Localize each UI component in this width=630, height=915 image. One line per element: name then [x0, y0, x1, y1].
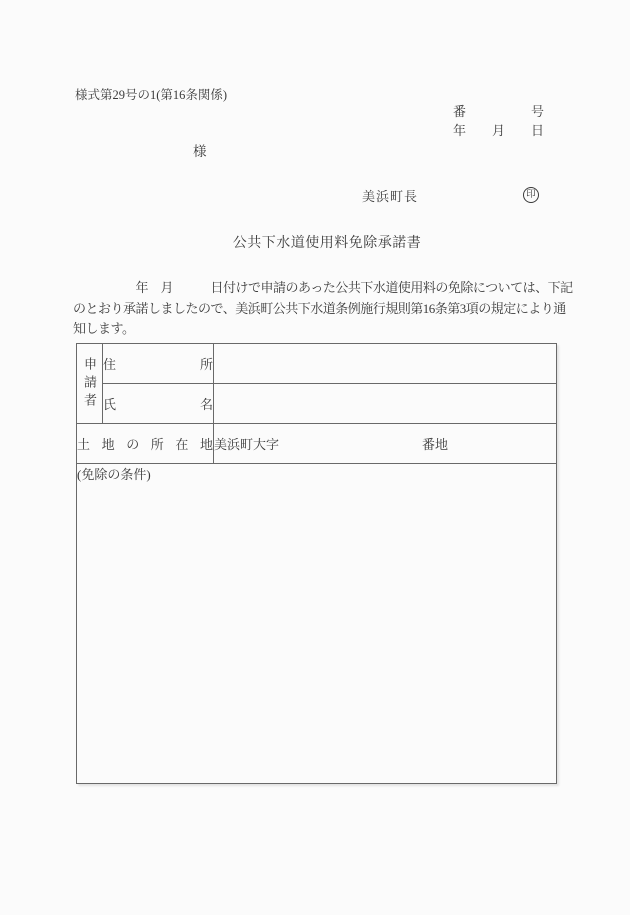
seal-icon: 印	[523, 187, 539, 203]
body-paragraph	[73, 278, 573, 340]
addressee-honorific: 様	[193, 144, 207, 159]
address-value-cell	[214, 344, 557, 384]
land-value-suffix: 番地	[422, 437, 449, 452]
address-label-cell: 住所	[103, 344, 214, 384]
name-label-cell: 氏名	[103, 384, 214, 424]
name-value-cell	[214, 384, 557, 424]
document-title: 公共下水道使用料免除承諾書	[232, 236, 422, 251]
sender-title: 美浜町長	[362, 189, 419, 204]
body-line: 知します。	[73, 321, 135, 336]
applicant-group-label: 申請者	[77, 344, 103, 424]
form-number: 様式第29号の1(第16条関係)	[75, 88, 228, 102]
applicant-table	[76, 343, 557, 784]
body-line: 年 月 日付けで申請のあった公共下水道使用料の免除については、下記	[73, 280, 573, 295]
document-number-line: 番 号	[453, 104, 545, 119]
body-line: のとおり承諾しましたので、美浜町公共下水道条例施行規則第16条第3項の規定により通	[73, 300, 566, 316]
document-date-line: 年 月 日	[453, 123, 545, 138]
exemption-conditions-cell: (免除の条件)	[77, 464, 557, 784]
land-value-prefix: 美浜町大字	[214, 437, 280, 452]
land-location-label-cell: 土地の所在地	[77, 424, 214, 464]
land-location-value-cell	[214, 424, 557, 464]
